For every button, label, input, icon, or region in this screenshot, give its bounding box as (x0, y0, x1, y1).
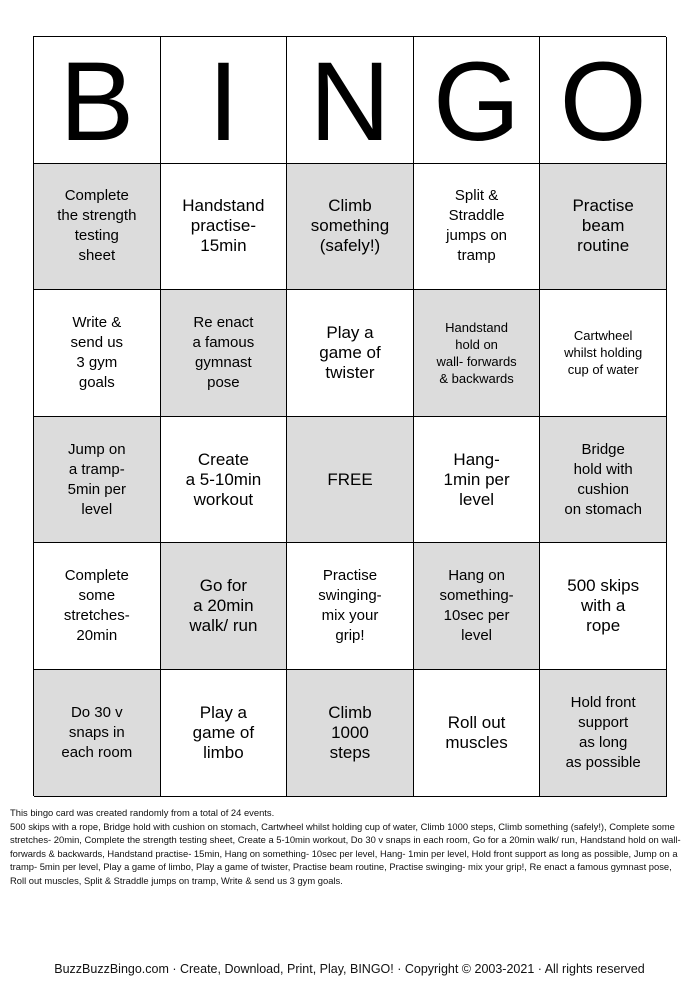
bingo-cell (287, 417, 414, 544)
bingo-cell-text: Jump on a tramp- 5min per level (67, 440, 126, 518)
bingo-cell (34, 290, 161, 417)
bingo-cell (414, 417, 541, 544)
bingo-cell (287, 670, 414, 797)
bingo-cell (540, 164, 667, 291)
bingo-cell (287, 164, 414, 291)
header-cell-i (161, 37, 288, 164)
event-footnote (10, 806, 688, 887)
header-letter: O (559, 38, 647, 164)
bingo-cell-text: 500 skips with a rope (567, 576, 640, 636)
bingo-cell-text: Bridge hold with cushion on stomach (564, 440, 642, 518)
bingo-cell (161, 164, 288, 291)
bingo-cell-text: Split & Straddle jumps on tramp (446, 187, 508, 265)
bingo-cell (161, 290, 288, 417)
bingo-cell-text: Do 30 v snaps in each room (61, 703, 133, 761)
bingo-cell (34, 543, 161, 670)
bingo-cell-text: Practise beam routine (572, 196, 634, 256)
bingo-row (34, 164, 666, 291)
header-row (34, 37, 666, 164)
bingo-card (33, 36, 666, 796)
bingo-cell-text: Practise swinging- mix your grip! (318, 567, 382, 645)
bingo-cell-text: Roll out muscles (445, 712, 508, 752)
bingo-cell-text: Climb 1000 steps (328, 702, 372, 762)
bingo-cell-text: Climb something (safely!) (310, 196, 390, 256)
bingo-cell-text: FREE (327, 469, 373, 489)
bingo-cell-text: Hang- 1min per level (443, 449, 510, 509)
bingo-cell (414, 290, 541, 417)
header-cell-b (34, 37, 161, 164)
footnote-events: 500 skips with a rope, Bridge hold with cushion on stomach, Cartwheel whilst holding cup of water, Climb 1000 steps, Climb something (safely!), Complete some stretches- 20min, Complete the strength testing sheet, Create a 5-10min workout, Do 30 v snaps in each room, Go for a 20min walk/ run, Handstand hold on wall- forwards & backwards, Handstand practise- 15min, Hang on something- 10sec per level, Hang- 1min per level, Hold front support as long as possible, Jump on a tramp- 5min per level, Play a game of limbo, Play a game of twister, Practise beam routine, Practise swinging- mix your grip!, Re enact a famous gymnast pose, Roll out muscles, Split & Straddle jumps on tramp, Write & send us 3 gym goals. (10, 820, 681, 886)
bingo-cell-text: Cartwheel whilst holding cup of water (564, 328, 643, 378)
bingo-cell (414, 670, 541, 797)
footnote-intro: This bingo card was created randomly from a total of 24 events. (10, 807, 275, 818)
bingo-row (34, 290, 666, 417)
bingo-cell (34, 670, 161, 797)
bingo-cell (414, 164, 541, 291)
bingo-cell (287, 543, 414, 670)
bingo-cell-text: Handstand hold on wall- forwards & backwards (436, 319, 517, 386)
header-letter: I (207, 38, 239, 164)
header-letter: G (433, 38, 521, 164)
bingo-cell (540, 290, 667, 417)
header-cell-o (540, 37, 667, 164)
bingo-cell (540, 670, 667, 797)
bingo-cell-text: Hang on something- 10sec per level (439, 567, 514, 645)
bingo-cell-text: Go for a 20min walk/ run (189, 576, 258, 636)
bingo-cell (34, 417, 161, 544)
bingo-cell (540, 543, 667, 670)
bingo-cell-text: Complete the strength testing sheet (57, 187, 137, 265)
bingo-cell (34, 164, 161, 291)
bingo-cell (161, 670, 288, 797)
bingo-cell-text: Hold front support as long as possible (565, 693, 641, 771)
bingo-row (34, 543, 666, 670)
bingo-row (34, 670, 666, 797)
site-footer: BuzzBuzzBingo.com · Create, Download, Print, Play, BINGO! · Copyright © 2003-2021 · All rights reserved (54, 962, 645, 976)
bingo-row (34, 417, 666, 544)
header-cell-g (414, 37, 541, 164)
bingo-cell (161, 417, 288, 544)
bingo-cell (161, 543, 288, 670)
header-letter: N (309, 38, 391, 164)
header-letter: B (59, 38, 135, 164)
bingo-cell (287, 290, 414, 417)
bingo-cell-text: Handstand practise- 15min (182, 196, 265, 256)
bingo-cell-text: Play a game of twister (319, 322, 381, 382)
bingo-cell (414, 543, 541, 670)
bingo-grid (34, 164, 666, 797)
bingo-cell-text: Complete some stretches- 20min (63, 567, 130, 645)
header-cell-n (287, 37, 414, 164)
bingo-cell-text: Create a 5-10min workout (185, 449, 262, 509)
bingo-cell-text: Play a game of limbo (192, 702, 255, 762)
bingo-cell-text: Re enact a famous gymnast pose (192, 313, 255, 391)
bingo-cell (540, 417, 667, 544)
bingo-cell-text: Write & send us 3 gym goals (70, 313, 124, 391)
